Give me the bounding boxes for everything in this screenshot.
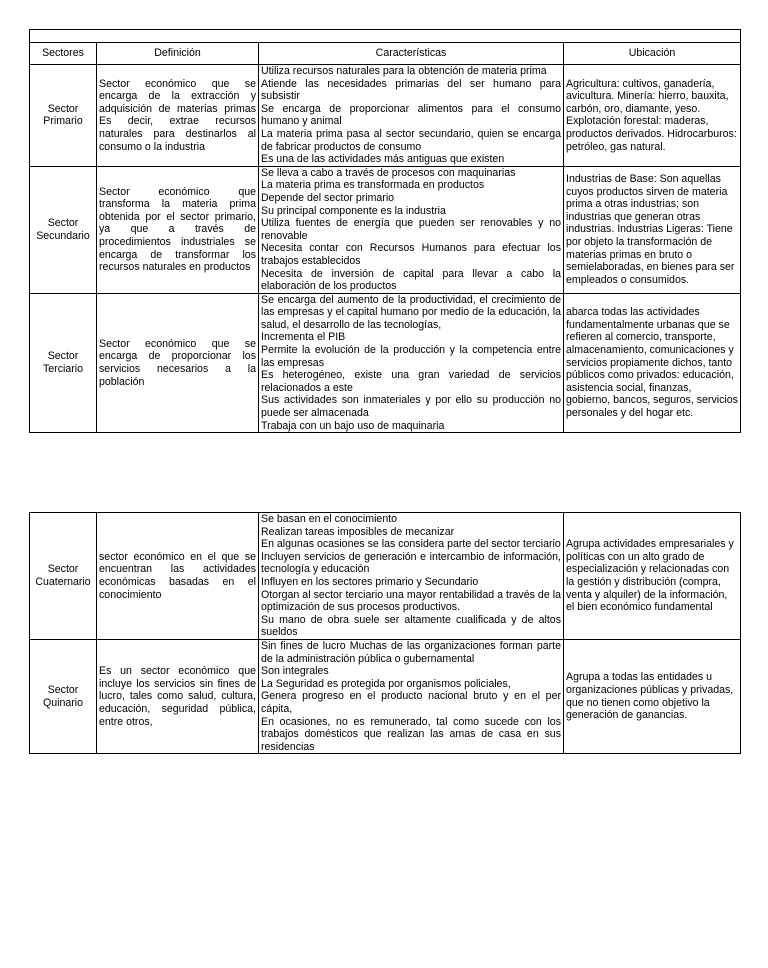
header-ubicacion: Ubicación [564, 43, 741, 65]
caracteristica-item: La materia prima es transformada en productos [261, 179, 485, 192]
sector-type: Cuaternario [35, 575, 91, 588]
sector-type: Primario [43, 115, 83, 128]
caracteristicas-cell [259, 65, 564, 167]
caracteristica-item: Necesita de inversión de capital para llevar a cabo la elaboración de los productos [261, 267, 561, 293]
definicion-cell: sector económico en el que se encuentran las actividades económicas basadas en el conocimiento [97, 513, 259, 640]
caracteristica-item: Incrementa el PIB [261, 331, 346, 344]
row-sector-terciario [30, 293, 741, 433]
ubicacion-cell: Agricultura: cultivos, ganadería, avicultura. Minería: hierro, bauxita, carbón, oro, diamante, yeso. Explotación forestal: maderas, productos derivados. Hidrocarburos: petróleo, gas natural. [564, 65, 741, 167]
row-sector-secundario [30, 166, 741, 293]
ubicacion-cell: Agrupa actividades empresariales y políticas con un alto grado de especialización y relacionadas con la gestión y distribución (compra, venta y alquiler) de la información, el bien económico fundamental [564, 513, 741, 640]
caracteristica-item: Se basan en el conocimiento [261, 513, 398, 525]
header-caracteristicas: Características [259, 43, 564, 65]
caracteristica-item: Influyen en los sectores primario y Secundario [261, 575, 479, 588]
caracteristica-item: Trabaja con un bajo uso de maquinaria [261, 419, 445, 432]
ubicacion-cell: abarca todas las actividades fundamentalmente urbanas que se refieren al comercio, transporte, almacenamiento, comunicaciones y servicios propiamente dichos, tanto públicos como privados: educación, asistencia social, finanzas, gobierno, bancos, seguros, servicios personales y del hogar etc. [564, 293, 741, 433]
caracteristica-item: Utiliza recursos naturales para la obtención de materia prima [261, 65, 547, 77]
sector-name-cell [30, 513, 97, 640]
table-top-blank-row [30, 30, 741, 43]
sector-name-cell [30, 166, 97, 293]
caracteristica-item: Es una de las actividades más antiguas que existen [261, 153, 505, 166]
definicion-cell: Sector económico que transforma la materia prima obtenida por el sector primario, ya que a través de procedimientos industriales se encarga de transformar los recursos naturales en productos [97, 166, 259, 293]
ubicacion-cell: Agrupa a todas las entidades u organizaciones públicas y privadas, que no tienen como objetivo la generación de ganancias. [564, 639, 741, 753]
row-sector-quinario [30, 639, 741, 753]
table-header-row [30, 43, 741, 65]
sector-name-cell [30, 639, 97, 753]
caracteristica-item: Es heterogéneo, existe una gran variedad de servicios relacionados a este [261, 369, 561, 394]
caracteristicas-cell [259, 639, 564, 753]
sector-label: Sector [47, 684, 79, 697]
caracteristica-item: Depende del sector primario [261, 191, 395, 204]
sector-type: Secundario [36, 229, 90, 242]
sector-label: Sector [47, 350, 79, 363]
sector-type: Terciario [42, 362, 84, 375]
sector-label: Sector [47, 217, 79, 230]
definicion-cell: Sector económico que se encarga de la extracción y adquisición de materias primas Es decir, extrae recursos naturales para destinarlos al consumo o la industria [97, 65, 259, 167]
caracteristica-item: Su principal componente es la industria [261, 204, 446, 217]
caracteristica-item: Incluyen servicios de generación e intercambio de información, tecnología y educación [261, 550, 561, 576]
caracteristica-item: Utiliza fuentes de energía que pueden ser renovables y no renovable [261, 217, 561, 242]
caracteristica-item: Sus actividades son inmateriales y por ello su producción no puede ser almacenada [261, 394, 561, 420]
caracteristica-item: En ocasiones, no es remunerado, tal como sucede con los trabajos domésticos que realizan las amas de casa en sus residencias [261, 715, 561, 753]
caracteristica-item: Realizan tareas imposibles de mecanizar [261, 525, 455, 538]
caracteristica-item: Se encarga del aumento de la productividad, el crecimiento de las empresas y el capital humano por medio de la educación, la salud, el desarrollo de las tecnologías, [261, 293, 561, 331]
caracteristica-item: Se lleva a cabo a través de procesos con maquinarias [261, 166, 516, 179]
sector-type: Quinario [42, 696, 84, 709]
caracteristica-item: La materia prima pasa al sector secundario, quien se encarga de fabricar productos de consumo [261, 127, 561, 153]
sector-name-cell [30, 293, 97, 433]
caracteristicas-cell [259, 166, 564, 293]
caracteristica-item: Atiende las necesidades primarias del ser humano para subsistir [261, 77, 561, 103]
caracteristica-item: En algunas ocasiones se las considera parte del sector terciario [261, 538, 561, 551]
definicion-cell: Es un sector económico que incluye los servicios sin fines de lucro, tales como salud, cultura, educación, seguridad pública, entre otros, [97, 639, 259, 753]
caracteristica-item: La Seguridad es protegida por organismos policiales, [261, 677, 511, 690]
caracteristica-item: Sin fines de lucro Muchas de las organizaciones forman parte de la administración pública o gubernamental [261, 639, 561, 665]
caracteristica-item: Son integrales [261, 665, 329, 678]
sectors-table-part-1 [29, 29, 741, 433]
sector-name-cell [30, 65, 97, 167]
caracteristicas-cell [259, 513, 564, 640]
caracteristica-item: Genera progreso en el producto nacional bruto y en el per cápita, [261, 690, 561, 715]
header-sectores: Sectores [30, 43, 97, 65]
sector-label: Sector [47, 563, 79, 576]
header-definicion: Definición [97, 43, 259, 65]
caracteristica-item: Permite la evolución de la producción y la competencia entre las empresas [261, 344, 561, 369]
definicion-cell: Sector económico que se encarga de proporcionar los servicios necesarios a la población [97, 293, 259, 433]
sectors-table-part-2 [29, 512, 741, 754]
caracteristica-item: Se encarga de proporcionar alimentos para el consumo humano y animal [261, 102, 561, 128]
caracteristica-item: Necesita contar con Recursos Humanos para efectuar los trabajos establecidos [261, 242, 561, 267]
sector-label: Sector [47, 102, 79, 115]
caracteristica-item: Su mano de obra suele ser altamente cualificada y de altos sueldos [261, 613, 561, 639]
row-sector-primario [30, 65, 741, 167]
ubicacion-cell: Industrias de Base: Son aquellas cuyos productos sirven de materia prima a otras industrias; son industrias que generan otras industrias. Industrias Ligeras: Tiene por objeto la transformación de materias primas en bruto o semielaboradas, en bienes para ser empleados o consumidos. [564, 166, 741, 293]
row-sector-cuaternario [30, 513, 741, 640]
caracteristicas-cell [259, 293, 564, 433]
caracteristica-item: Otorgan al sector terciario una mayor rentabilidad a través de la optimización de sus procesos productivos. [261, 588, 561, 614]
